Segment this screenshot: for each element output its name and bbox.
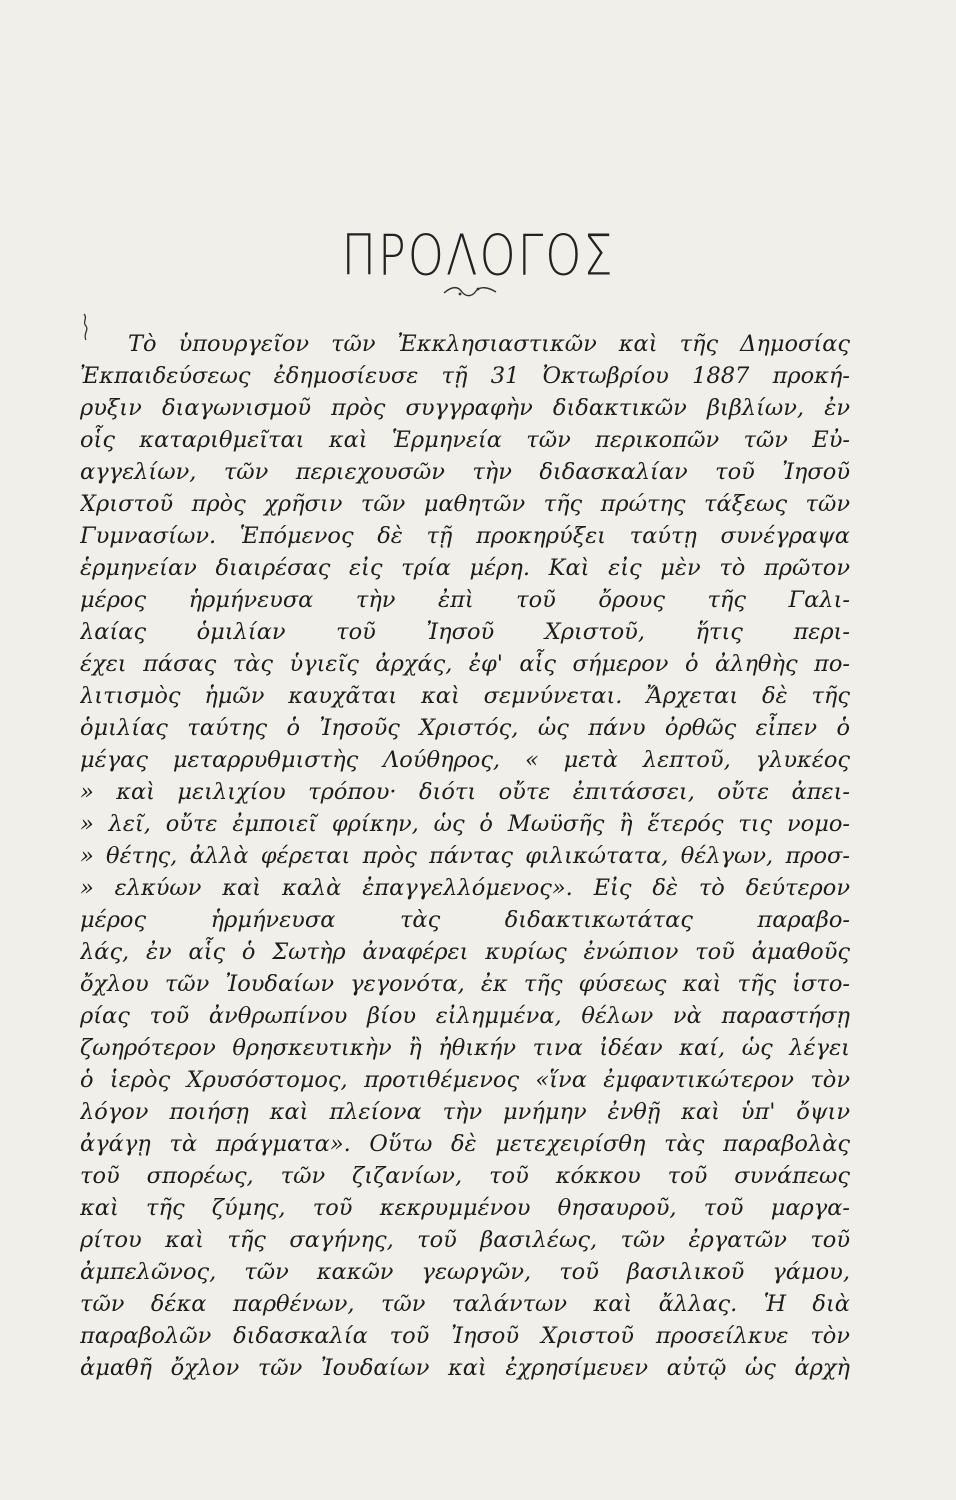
- text-line: μέρος ἡρμήνευσα τὴν ἐπὶ τοῦ ὄρους τῆς Γαλι-: [80, 587, 850, 613]
- text-line: » θέτης, ἀλλὰ φέρεται πρὸς πάντας φιλικώτατα, θέλγων, προσ-: [80, 843, 850, 869]
- text-line: λαίας ὁμιλίαν τοῦ Ἰησοῦ Χριστοῦ, ἥτις περι-: [80, 619, 850, 645]
- text-line: παραβολῶν διδασκαλία τοῦ Ἰησοῦ Χριστοῦ προσείλκυε τὸν: [80, 1323, 850, 1349]
- text-line: » ελκύων καὶ καλὰ ἐπαγγελλόμενος». Εἰς δὲ τὸ δεύτερον: [80, 875, 850, 901]
- flourish-ornament-icon: [440, 282, 500, 300]
- text-line: Τὸ ὑπουργεῖον τῶν Ἐκκλησιαστικῶν καὶ τῆς Δημοσίας: [128, 331, 850, 357]
- text-line: έχει πάσας τὰς ὑγιεῖς ἀρχάς, ἐφ' αἷς σήμερον ὁ ἀληθὴς πο-: [80, 651, 850, 677]
- text-line: Ἐκπαιδεύσεως ἐδημοσίευσε τῇ 31 Ὀκτωβρίου 1887 προκή-: [80, 363, 850, 389]
- text-line: λιτισμὸς ἡμῶν καυχᾶται καὶ σεμνύνεται. Ἄρχεται δὲ τῆς: [80, 683, 850, 709]
- text-line: μέγας μεταρρυθμιστὴς Λούθηρος, « μετὰ λεπτοῦ, γλυκέος: [80, 747, 850, 773]
- text-line: λόγον ποιήσῃ καὶ πλείονα τὴν μνήμην ἐνθῇ καὶ ὑπ' ὄψιν: [80, 1099, 850, 1125]
- text-line: ἀμπελῶνος, τῶν κακῶν γεωργῶν, τοῦ βασιλικοῦ γάμου,: [80, 1259, 850, 1285]
- text-line: ρίας τοῦ ἀνθρωπίνου βίου εἰλημμένα, θέλων νὰ παραστήσῃ: [80, 1003, 850, 1029]
- text-line: ζωηρότερον θρησκευτικὴν ἢ ἠθικήν τινα ἰδέαν καί, ὡς λέγει: [80, 1035, 850, 1061]
- text-line: μέρος ἡρμήνευσα τὰς διδακτικωτάτας παραβο-: [80, 907, 850, 933]
- preface-text: [80, 328, 850, 1384]
- text-line: » καὶ μειλιχίου τρόπου· διότι οὔτε ἐπιτάσσει, οὔτε ἀπει-: [80, 779, 850, 805]
- text-line: ρίτου καὶ τῆς σαγήνης, τοῦ βασιλέως, τῶν ἐργατῶν τοῦ: [80, 1227, 850, 1253]
- text-line: Χριστοῦ πρὸς χρῆσιν τῶν μαθητῶν τῆς πρώτης τάξεως τῶν: [80, 491, 850, 517]
- text-line: τῶν δέκα παρθένων, τῶν ταλάντων καὶ ἄλλας. Ἡ διὰ: [80, 1291, 850, 1317]
- text-line: αγγελίων, τῶν περιεχουσῶν τὴν διδασκαλίαν τοῦ Ἰησοῦ: [80, 459, 850, 485]
- text-line: ἑρμηνείαν διαιρέσας εἰς τρία μέρη. Καὶ εἰς μὲν τὸ πρῶτον: [80, 555, 850, 581]
- text-line: τοῦ σπορέως, τῶν ζιζανίων, τοῦ κόκκου τοῦ συνάπεως: [80, 1163, 850, 1189]
- text-line: ὁμιλίας ταύτης ὁ Ἰησοῦς Χριστός, ὡς πάνυ ὀρθῶς εἶπεν ὁ: [80, 715, 850, 741]
- text-line: ρυξιν διαγωνισμοῦ πρὸς συγγραφὴν διδακτικῶν βιβλίων, ἐν: [80, 395, 850, 421]
- text-line: » λεῖ, οὔτε ἐμποιεῖ φρίκην, ὡς ὁ Μωϋσῆς ἢ ἕτερός τις νομο-: [80, 811, 850, 837]
- text-line: οἷς καταριθμεῖται καὶ Ἑρμηνεία τῶν περικοπῶν τῶν Εὐ-: [80, 427, 850, 453]
- text-line: καὶ τῆς ζύμης, τοῦ κεκρυμμένου θησαυροῦ, τοῦ μαργα-: [80, 1195, 850, 1221]
- text-line: ὁ ἱερὸς Χρυσόστομος, προτιθέμενος «ἵνα ἐμφαντικώτερον τὸν: [80, 1067, 850, 1093]
- text-line: ἀμαθῆ ὄχλον τῶν Ἰουδαίων καὶ ἐχρησίμευεν αὐτῷ ὡς ἀρχὴ: [80, 1355, 850, 1381]
- page-title: ΠΡΟΛΟΓΟΣ: [341, 222, 615, 288]
- text-line: Γυμνασίων. Ἑπόμενος δὲ τῇ προκηρύξει ταύτῃ συνέγραψα: [80, 523, 850, 549]
- text-line: ἀγάγῃ τὰ πράγματα». Οὕτω δὲ μετεχειρίσθη τὰς παραβολὰς: [80, 1131, 850, 1157]
- text-line: λάς, ἐν αἷς ὁ Σωτὴρ ἀναφέρει κυρίως ἐνώπιον τοῦ ἀμαθοῦς: [80, 939, 850, 965]
- text-line: ὄχλου τῶν Ἰουδαίων γεγονότα, ἐκ τῆς φύσεως καὶ τῆς ἱστο-: [80, 971, 850, 997]
